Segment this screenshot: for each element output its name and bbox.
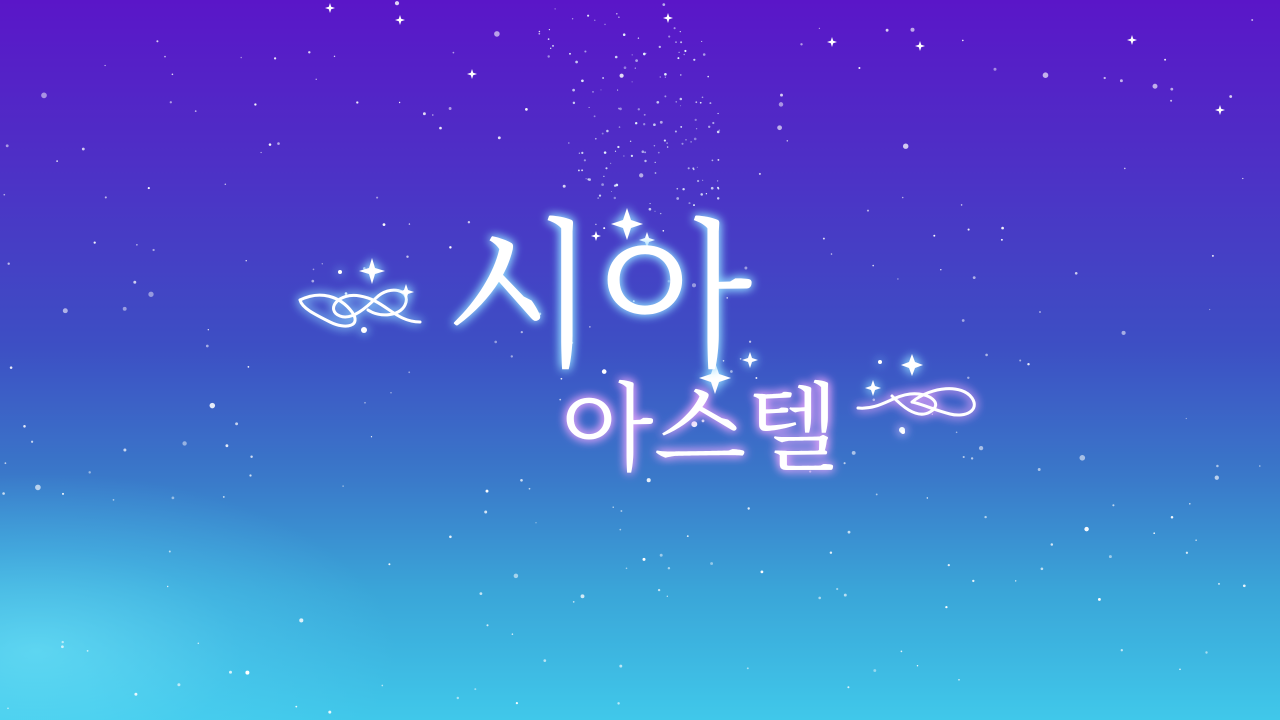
title-line-2: 아스텔 <box>560 373 840 485</box>
sparkle-icon <box>901 354 923 376</box>
sparkle-icon <box>865 380 881 396</box>
title-line-1: 시아 <box>443 203 753 390</box>
sparkle-icon <box>359 258 385 284</box>
sparkle-icon <box>398 284 414 300</box>
swirl-ornament-right-icon <box>858 389 974 433</box>
swirl-ornament-left-icon <box>300 290 420 333</box>
